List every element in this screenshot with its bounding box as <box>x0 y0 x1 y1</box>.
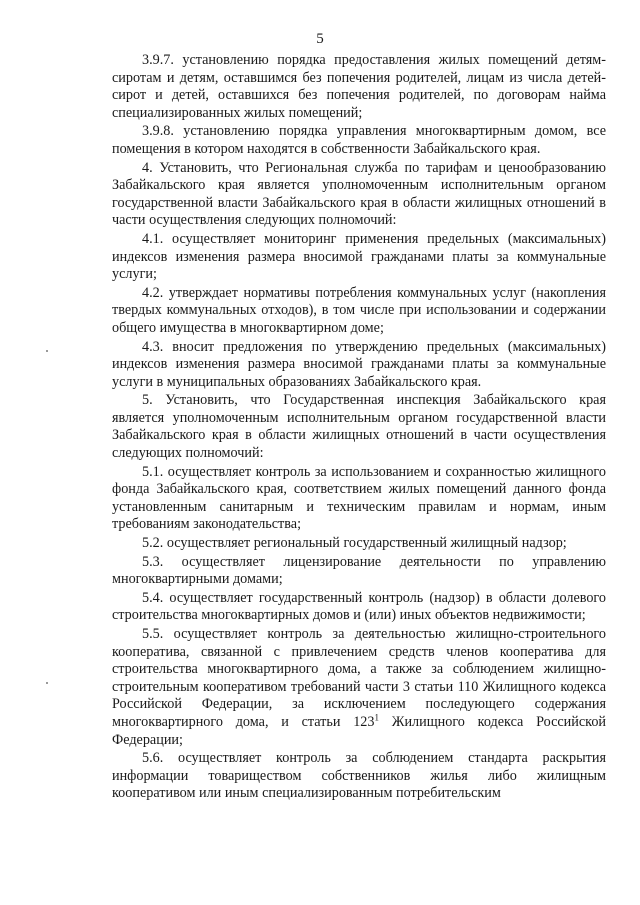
superscript: 1 <box>374 712 379 723</box>
document-body <box>112 52 606 803</box>
paragraph-4-3: 4.3. вносит предложения по утверждению предельных (максимальных) индексов изменения размера вносимой гражданами платы за коммунальные услуги в муниципальных образованиях Забайкальского края. <box>112 338 606 390</box>
page-number: 5 <box>316 31 324 47</box>
paragraph-5-2: 5.2. осуществляет региональный государственный жилищный надзор; <box>142 535 567 552</box>
paragraph-3-9-7: 3.9.7. установлению порядка предоставления жилых помещений детям-сиротам и детям, оставшимся без попечения родителей, лицам из числа детей-сирот и детей, оставшихся без попечения родителей, по договорам найма специализированных жилых помещений; <box>112 52 606 121</box>
paragraph-3-9-8: 3.9.8. установлению порядка управления многоквартирным домом, все помещения в котором находятся в собственности Забайкальского края. <box>112 123 606 157</box>
paragraph-5-5: 5.5. осуществляет контроль за деятельностью жилищно-строительного кооператива, связанной с привлечением средств членов кооператива для строительства многоквартирного дома, а также за соблюдением жилищно-строительным кооперативом требований части 3 статьи 110 Жилищного кодекса Российской Федерации, за исключением последующего содержания многоквартирного дома, и статьи $123^1$ Жилищного кодекса Российской Федерации; <box>112 626 607 748</box>
paragraph-5-1: 5.1. осуществляет контроль за использованием и сохранностью жилищного фонда Забайкальского края, соответствием жилых помещений данного фонда установленным санитарным и техническим правилам и нормам, иным требованиям законодательства; <box>112 463 606 533</box>
paragraph-4-1: 4.1. осуществляет мониторинг применения предельных (максимальных) индексов изменения размера вносимой гражданами платы за коммунальные услуги; <box>112 230 606 283</box>
scan-artifact <box>46 350 48 352</box>
paragraph-5-3: 5.3. осуществляет лицензирование деятельности по управлению многоквартирными домами; <box>112 553 606 588</box>
paragraph-5-4: 5.4. осуществляет государственный контроль (надзор) в области долевого строительства многоквартирных домов и (или) иных объектов недвижимости; <box>112 589 606 624</box>
paragraph-4-2: 4.2. утверждает нормативы потребления коммунальных услуг (накопления твердых коммунальных отходов), в том числе при использовании и содержании общего имущества в многоквартирном доме; <box>112 284 606 336</box>
paragraph-4: 4. Установить, что Региональная служба по тарифам и ценообразованию Забайкальского края является уполномоченным исполнительным органом государственной власти Забайкальского края в области жилищных отношений в части осуществления следующих полномочий: <box>112 159 606 229</box>
scan-artifact <box>46 682 48 684</box>
paragraph-5: 5. Установить, что Государственная инспекция Забайкальского края является уполномоченным исполнительным органом государственной власти Забайкальского края в области жилищных отношений в части осуществления следующих полномочий: <box>112 392 606 462</box>
paragraph-5-6: 5.6. осуществляет контроль за соблюдением стандарта раскрытия информации товариществом собственников жилья либо жилищным кооперативом или иным специализированным потребительским <box>112 750 606 802</box>
